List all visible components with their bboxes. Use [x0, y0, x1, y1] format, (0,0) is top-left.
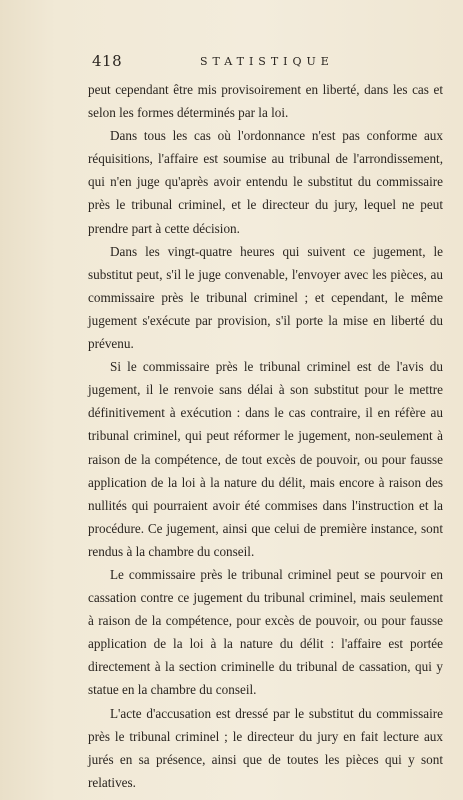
body-text [88, 78, 443, 794]
paragraph: Si le commissaire près le tribunal criminel est de l'avis du jugement, il le renvoie sans délai à son substitut pour le mettre définitivement à exécution : dans le cas contraire, il en réfère au tribunal criminel, qui peut réformer le jugement, non-seulement à raison de la compétence, de tout excès de pouvoir, ou pour fausse application de la loi à la nature du délit, mais encore à raison des nullités qui pourraient avoir été commises dans l'instruction et la procédure. Ce jugement, ainsi que celui de première instance, sont rendus à la chambre du conseil. [88, 359, 443, 559]
paragraph: Le commissaire près le tribunal criminel peut se pourvoir en cassation contre ce jugement du tribunal criminel, mais seulement à raison de la compétence, pour excès de pouvoir, ou pour fausse application de la loi à la nature du délit : l'affaire est portée directement à la section criminelle du tribunal de cassation, qui y statue en la chambre du conseil. [88, 566, 443, 698]
running-title: STATISTIQUE [200, 55, 334, 68]
paragraph: Dans les vingt-quatre heures qui suivent ce jugement, le substitut peut, s'il le juge convenable, l'envoyer avec les pièces, au commissaire près le tribunal criminel ; et cependant, le même jugement s'exécute par provision, s'il porte la mise en liberté du prévenu. [88, 243, 443, 352]
paragraph: Dans tous les cas où l'ordonnance n'est pas conforme aux réquisitions, l'affaire est soumise au tribunal de l'arrondissement, qui n'en juge qu'après avoir entendu le substitut du commissaire près le tribunal criminel, et le directeur du jury, lequel ne peut prendre part à cette décision. [88, 128, 443, 236]
paragraph: L'acte d'accusation est dressé par le substitut du commissaire près le tribunal criminel ; le directeur du jury en fait lecture aux jurés en sa présence, ainsi que de toutes les pièces qui y sont relatives. [88, 705, 443, 790]
paragraph-continuation: peut cependant être mis provisoirement en liberté, dans les cas et selon les formes déterminés par la loi. [88, 82, 443, 121]
page-header [92, 52, 442, 72]
page-number: 418 [92, 52, 123, 70]
